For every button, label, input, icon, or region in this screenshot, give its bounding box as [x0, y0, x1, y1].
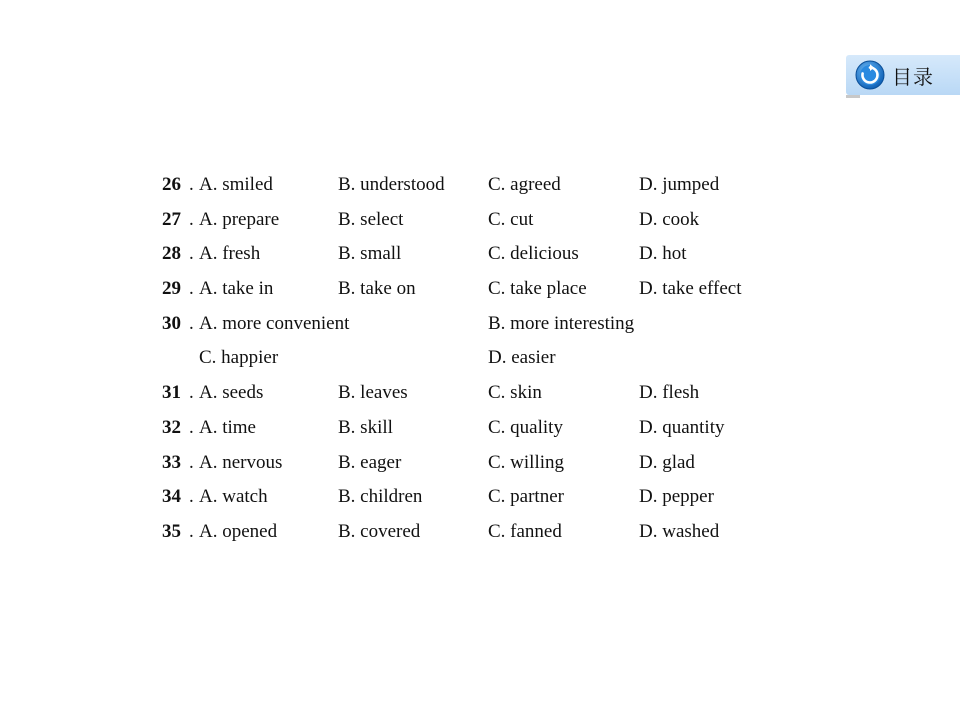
question-35: 35 . A. opened B. covered C. fanned D. washed [162, 515, 802, 550]
option-c: C. take place [488, 278, 587, 300]
question-number: 28 [162, 243, 181, 265]
option-c: C. happier [199, 347, 279, 369]
option-c: C. delicious [488, 243, 579, 265]
question-31: 31 . A. seeds B. leaves C. skin D. flesh [162, 376, 802, 411]
question-number: 33 [162, 451, 181, 473]
question-34: 34 . A. watch B. children C. partner D. pepper [162, 480, 802, 515]
question-number: 27 [162, 208, 181, 230]
question-list [162, 168, 802, 550]
option-a: A. prepare [199, 208, 280, 230]
option-d: D. quantity [639, 416, 725, 438]
option-b: B. children [338, 486, 423, 508]
circular-arrow-icon [855, 60, 885, 90]
option-d: D. take effect [639, 278, 742, 300]
option-a: A. take in [199, 278, 274, 300]
option-b: B. take on [338, 278, 416, 300]
option-c: C. cut [488, 208, 534, 230]
option-b: B. small [338, 243, 402, 265]
option-c: C. partner [488, 486, 564, 508]
question-number: 26 [162, 174, 181, 195]
option-a: A. time [199, 416, 256, 438]
toc-label: 目录 [892, 64, 934, 89]
option-b: B. more interesting [488, 312, 635, 334]
question-28: 28 . A. fresh B. small C. delicious D. hot [162, 237, 802, 272]
question-number: 32 [162, 416, 181, 438]
option-a: A. watch [199, 486, 268, 508]
option-d: D. washed [639, 520, 720, 542]
option-d: D. pepper [639, 486, 714, 508]
option-b: B. leaves [338, 382, 408, 404]
question-27: 27 . A. prepare B. select C. cut D. cook [162, 203, 802, 238]
option-a: A. nervous [199, 451, 283, 473]
question-number: 35 [162, 520, 181, 542]
question-32: 32 . A. time B. skill C. quality D. quantity [162, 411, 802, 446]
option-a: A. seeds [199, 382, 264, 404]
option-a: A. fresh [199, 243, 261, 265]
option-b: B. covered [338, 520, 421, 542]
option-b: B. skill [338, 416, 393, 438]
option-c: C. willing [488, 451, 565, 473]
option-c: C. skin [488, 382, 542, 404]
table-of-contents-button[interactable] [846, 55, 960, 95]
option-c: C. fanned [488, 520, 562, 542]
question-number: 34 [162, 486, 181, 508]
question-26: 26 . A. smiled B. understood C. agreed D. jumped [162, 168, 802, 203]
option-d: D. cook [639, 208, 700, 230]
option-d: D. jumped [639, 174, 720, 195]
question-33: 33 . A. nervous B. eager C. willing D. glad [162, 446, 802, 481]
option-c: C. quality [488, 416, 563, 438]
question-number: 30 [162, 312, 181, 334]
option-a: A. opened [199, 520, 278, 542]
question-30: 30 . A. more convenient B. more interesting [162, 307, 802, 342]
option-d: D. hot [639, 243, 687, 265]
option-b: B. understood [338, 174, 445, 195]
question-number: 31 [162, 382, 181, 404]
option-b: B. eager [338, 451, 402, 473]
option-b: B. select [338, 208, 404, 230]
question-number: 29 [162, 278, 181, 300]
option-d: D. easier [488, 347, 556, 369]
question-29: 29 . A. take in B. take on C. take place D. take effect [162, 272, 802, 307]
option-c: C. agreed [488, 174, 561, 195]
option-a: A. smiled [199, 174, 273, 195]
option-d: D. flesh [639, 382, 700, 404]
option-d: D. glad [639, 451, 695, 473]
question-30-continued [162, 341, 802, 376]
option-a: A. more convenient [199, 312, 350, 334]
